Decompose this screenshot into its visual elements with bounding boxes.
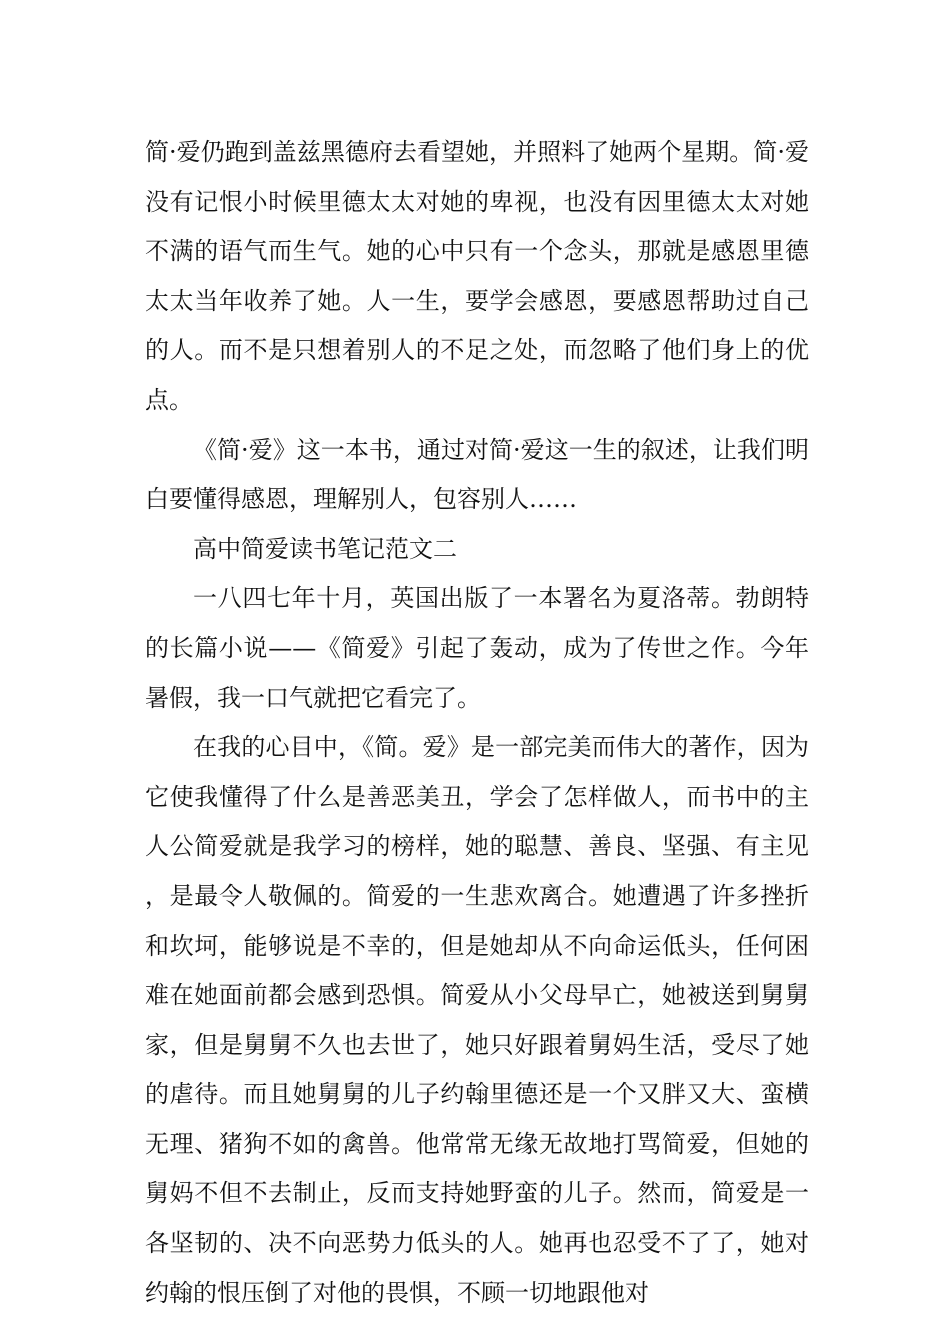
paragraph-3: 一八四七年十月，英国出版了一本署名为夏洛蒂。勃朗特的长篇小说——《简爱》引起了轰动，成为了传世之作。今年暑假，我一口气就把它看完了。 [145,584,809,712]
document-body [145,128,809,1318]
paragraph-2: 《简·爱》这一本书，通过对简·爱这一生的叙述，让我们明白要懂得感恩，理解别人，包容别人…… [145,435,809,514]
paragraph-1: 简·爱仍跑到盖兹黑德府去看望她，并照料了她两个星期。简·爱没有记恨小时候里德太太对她的卑视，也没有因里德太太对她不满的语气而生气。她的心中只有一个念头，那就是感恩里德太太当年收养了她。人一生，要学会感恩，要感恩帮助过自己的人。而不是只想着别人的不足之处，而忽略了他们身上的优点。 [145,138,809,414]
paragraph-4: 在我的心目中，《简。爱》是一部完美而伟大的著作，因为它使我懂得了什么是善恶美丑，学会了怎样做人，而书中的主人公简爱就是我学习的榜样，她的聪慧、善良、坚强、有主见，是最令人敬佩的。简爱的一生悲欢离合。她遭遇了许多挫折和坎坷，能够说是不幸的，但是她却从不向命运低头，任何困难在她面前都会感到恐惧。简爱从小父母早亡，她被送到舅舅家，但是舅舅不久也去世了，她只好跟着舅妈生活，受尽了她的虐待。而且她舅舅的儿子约翰里德还是一个又胖又大、蛮横无理、猪狗不如的禽兽。他常常无缘无故地打骂简爱，但她的舅妈不但不去制止，反而支持她野蛮的儿子。然而，简爱是一各坚韧的、决不向恶势力低头的人。她再也忍受不了了，她对约翰的恨压倒了对他的畏惧，不顾一切地跟他对 [145,733,809,1307]
section-heading: 高中简爱读书笔记范文二 [193,534,457,563]
